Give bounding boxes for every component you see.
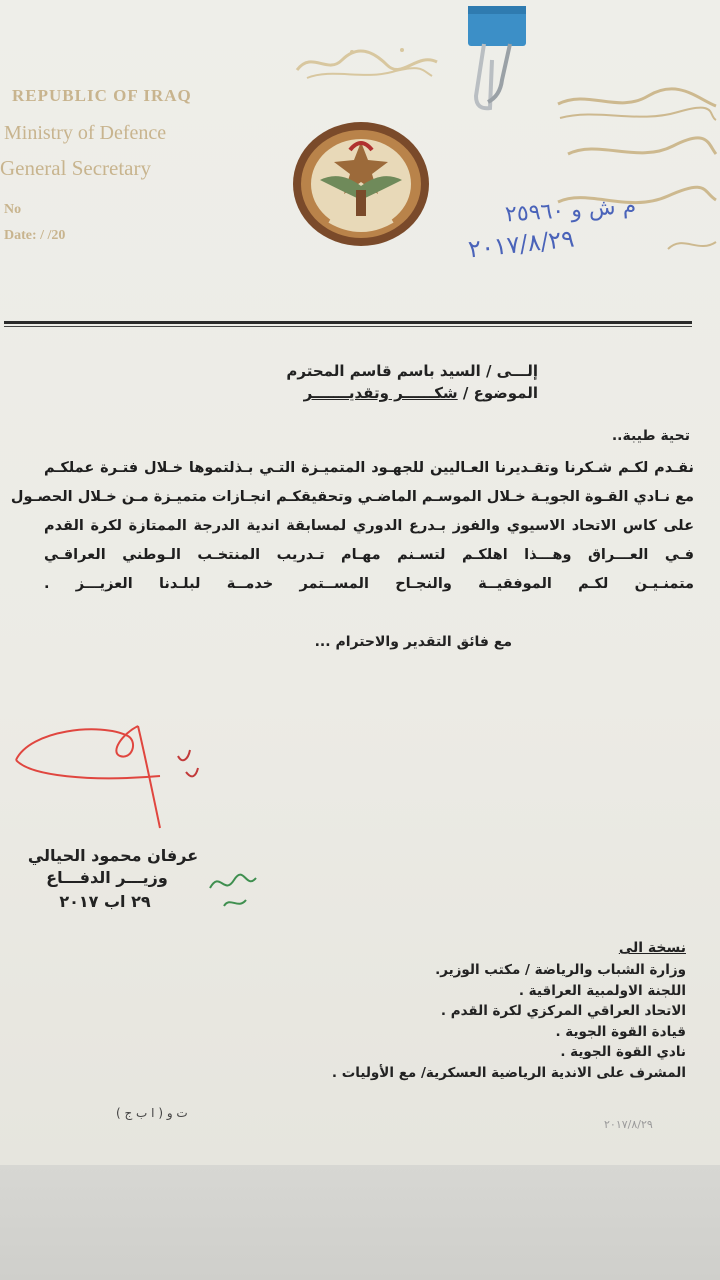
copy-item: قيادة القوة الجوية . — [555, 1023, 686, 1040]
body-line: على كاس الاتحاد الاسيوي والفوز بـدرع الدوري لمسابقة اندية الدرجة الممتازة لكرة القدم — [44, 518, 694, 534]
ministry-seal-icon — [290, 120, 432, 248]
signer-title: وزيـــر الدفـــاع — [46, 868, 168, 887]
secretariat-label: General Secretary — [0, 156, 151, 180]
letter-body — [10, 454, 694, 599]
number-label: No — [4, 202, 22, 217]
subject-label: الموضوع / — [457, 384, 538, 402]
copy-item: اللجنة الاولمبية العراقية . — [518, 982, 686, 999]
basmala-emblem — [292, 40, 442, 85]
body-line: مع نـادي القـوة الجويـة خـلال الموسـم الماضـي وتحقيقكـم انجـازات متميـزة مـن خـلال الحصـول — [10, 489, 694, 505]
body-line: متمنـيـن لكـم الموفقيــة والنجـاح المســتمر خدمــة لبلـدنا العزيـــز . — [44, 576, 694, 592]
signature-date: ٢٩ اب ٢٠١٧ — [59, 892, 151, 911]
body-line: فـي العـــراق وهـــذا اهلكـم لتسـنم مهـام تـدريب المنتخـب الـوطني العراقـي — [44, 547, 694, 563]
binder-clip-icon — [462, 0, 532, 120]
copy-item: وزارة الشباب والرياضة / مكتب الوزير. — [435, 962, 686, 978]
ministry-label: Ministry of Defence — [4, 122, 167, 144]
header-divider — [4, 321, 692, 324]
reference-date: ٢٠١٧/٨/٢٩ — [466, 224, 576, 264]
reference-number: م ش و ٢٥٩٦٠ — [504, 193, 637, 228]
footer-stamp: ٢٠١٧/٨/٢٩ — [604, 1118, 653, 1131]
greeting: تحية طيبة.. — [611, 428, 690, 444]
copy-item: المشرف على الاندية الرياضية العسكرية/ مع الأوليات . — [331, 1064, 686, 1081]
subject-value: شكــــــر وتقديـــــــر — [303, 384, 458, 402]
body-line: نقـدم لكـم شـكرنا وتقـديرنا العـاليين للجهـود المتميـزة التـي بـذلتموها خـلال فتـرة عملكـم — [44, 460, 694, 476]
date-label: Date: / /20 — [4, 228, 66, 243]
recipient-line: إلـــى / السيد باسم قاسم المحترم — [286, 362, 538, 380]
signer-name: عرفان محمود الحيالي — [27, 846, 199, 865]
subject-line — [304, 384, 538, 402]
background-surface — [0, 1165, 720, 1280]
copies-title: نسخة الى — [618, 940, 686, 956]
copies-list — [332, 960, 686, 1083]
republic-label: REPUBLIC OF IRAQ — [12, 86, 192, 105]
copy-item: الاتحاد العراقي المركزي لكرة القدم . — [440, 1003, 686, 1019]
copy-item: نادي القوة الجوية . — [560, 1044, 686, 1060]
document-code: ت و ( ا ب ج ) — [116, 1106, 188, 1120]
closing-line: مع فائق التقدير والاحترام ... — [314, 634, 512, 650]
header-divider-thin — [4, 326, 692, 327]
